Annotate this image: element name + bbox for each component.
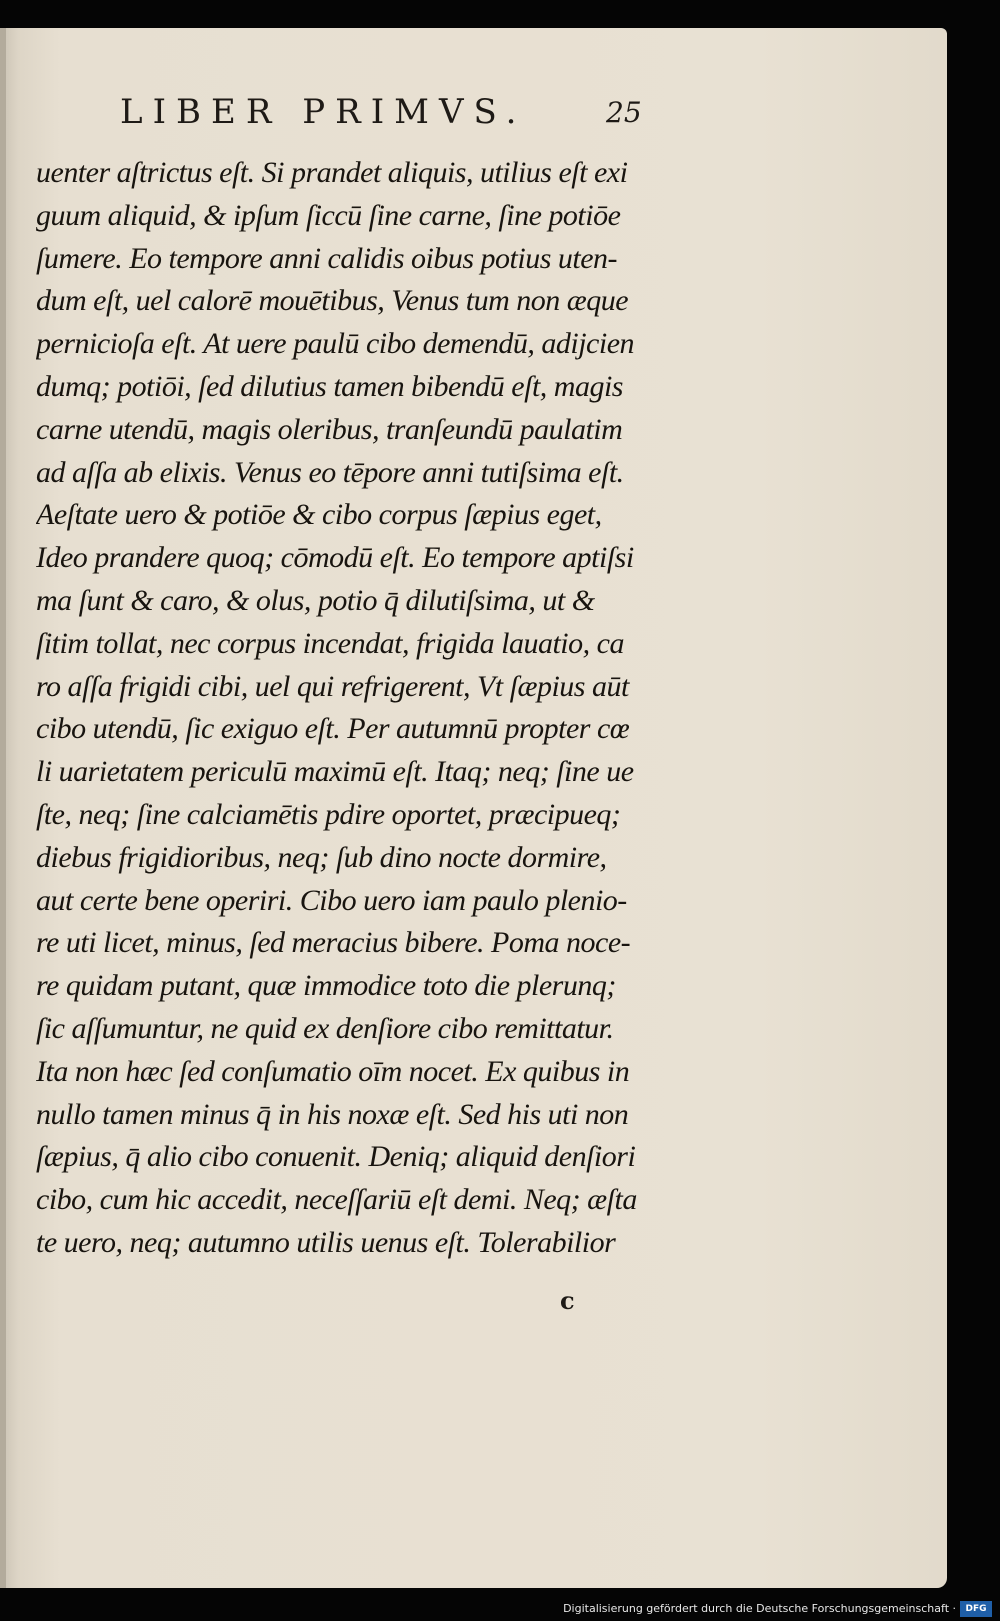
text-line: Ita non hæc ſed conſumatio oīm nocet. Ex quibus in bbox=[36, 1054, 630, 1088]
text-line: re uti licet, minus, ſed meracius bibere. Poma noce- bbox=[36, 926, 631, 960]
text-line: ſumere. Eo tempore anni calidis oibus potius uten- bbox=[36, 241, 618, 275]
text-line: nullo tamen minus q̄ in his noxæ eſt. Sed his uti non bbox=[36, 1097, 629, 1131]
funding-credit: Digitalisierung gefördert durch die Deutsche Forschungsgemeinschaft · bbox=[563, 1602, 956, 1615]
text-line: ma ſunt & caro, & olus, potio q̄ dilutiſsima, ut & bbox=[36, 583, 595, 617]
text-line: aut certe bene operiri. Cibo uero iam paulo plenio- bbox=[36, 883, 627, 917]
main-text-block bbox=[36, 152, 696, 1282]
text-line: ro aſſa frigidi cibi, uel qui refrigerent, Vt ſæpius aūt bbox=[36, 669, 629, 703]
text-line: li uarietatem periculū maximū eſt. Itaq; neq; ſine ue bbox=[36, 755, 634, 789]
text-line: cibo utendū, ſic exiguo eſt. Per autumnū propter cœ bbox=[36, 712, 630, 746]
running-head: LIBER PRIMVS. bbox=[120, 92, 527, 132]
text-line: dum eſt, uel calorē mouētibus, Venus tum non æque bbox=[36, 284, 629, 318]
signature-mark: c bbox=[560, 1286, 575, 1315]
text-line: cibo, cum hic accedit, neceſſariū eſt demi. Neq; æſta bbox=[36, 1183, 637, 1217]
text-line: guum aliquid, & ipſum ſiccū ſine carne, ſine potiōe bbox=[36, 198, 621, 232]
page-number: 25 bbox=[606, 96, 642, 129]
text-line: Aeſtate uero & potiōe & cibo corpus ſæpius eget, bbox=[36, 498, 602, 532]
text-line: diebus frigidioribus, neq; ſub dino nocte dormire, bbox=[36, 840, 607, 874]
text-line: uenter aſtrictus eſt. Si prandet aliquis, utilius eſt exi bbox=[36, 156, 628, 189]
text-line: ſæpius, q̄ alio cibo conuenit. Deniq; aliquid denſiori bbox=[36, 1140, 636, 1174]
text-line: pernicioſa eſt. At uere paulū cibo demendū, adijcien bbox=[36, 327, 635, 361]
text-line: ſic aſſumuntur, ne quid ex denſiore cibo remittatur. bbox=[36, 1011, 614, 1045]
text-line: Ideo prandere quoq; cōmodū eſt. Eo tempore aptiſsi bbox=[36, 541, 634, 575]
text-line: dumq; potiōi, ſed dilutius tamen bibendū eſt, magis bbox=[36, 369, 623, 403]
text-line: ad aſſa ab elixis. Venus eo tēpore anni tutiſsima eſt. bbox=[36, 455, 624, 489]
text-line: re quidam putant, quæ immodice toto die plerunq; bbox=[36, 969, 616, 1003]
text-line: ſte, neq; ſine calciamētis pdire oportet, præcipueq; bbox=[36, 797, 621, 831]
text-line: ſitim tollat, nec corpus incendat, frigida lauatio, ca bbox=[36, 626, 624, 660]
page-gutter bbox=[0, 28, 6, 1588]
text-line: te uero, neq; autumno utilis uenus eſt. Tolerabilior bbox=[36, 1225, 616, 1259]
text-line: carne utendū, magis oleribus, tranſeundū paulatim bbox=[36, 412, 623, 446]
dfg-logo-icon: DFG bbox=[960, 1601, 992, 1617]
